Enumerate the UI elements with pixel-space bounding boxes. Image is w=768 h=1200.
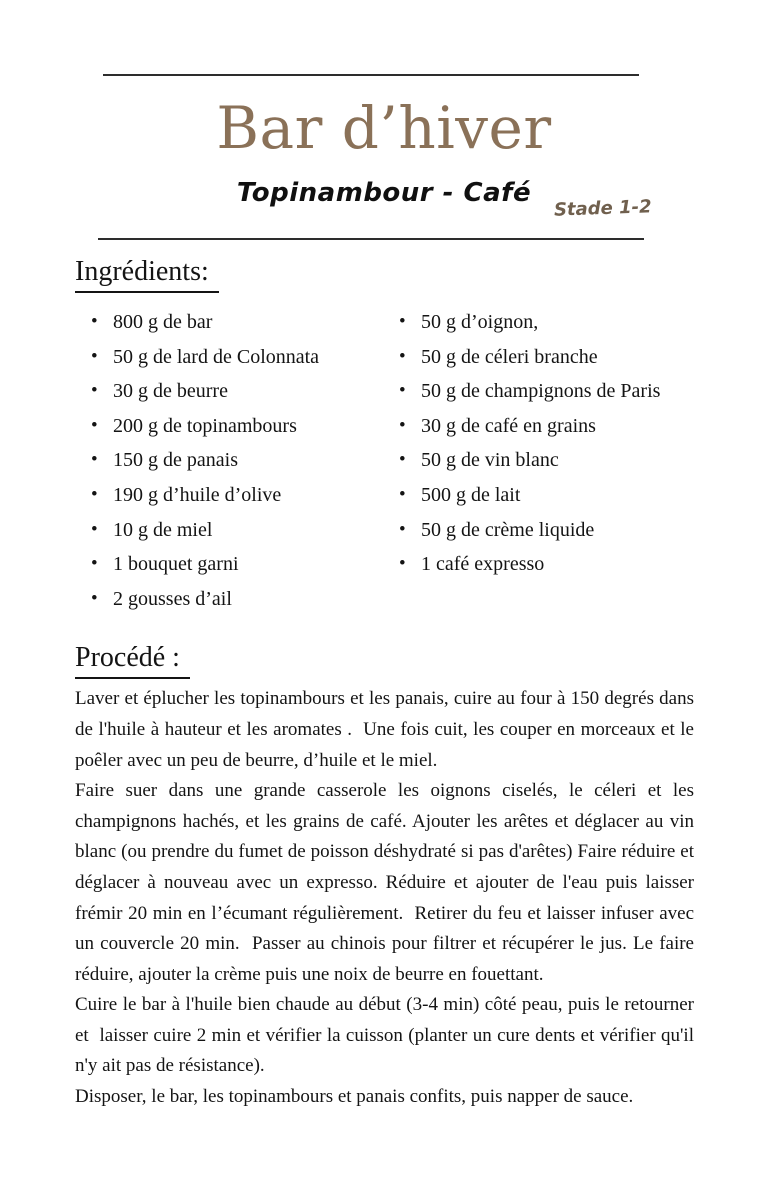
ingredient-item: • 10 g de miel [75,513,383,548]
ingredient-item: • 150 g de panais [75,443,383,478]
ingredients-columns [75,305,694,616]
procedure-paragraph: Faire suer dans une grande casserole les oignons ciselés, le céleri et les champignons hachés, et les grains de café. Ajouter les arêtes et déglacer au vin blanc (ou prendre du fumet de poisson déshydraté si pas d'arêtes) Faire réduire et déglacer à nouveau avec un expresso. Réduire et ajouter de l'eau puis laisser frémir 20 min en l’écumant régulièrement. Retirer du feu et laisser infuser avec un couvercle 20 min. Passer au chinois pour filtrer et récupérer le jus. Le faire réduire, ajouter la crème puis une noix de beurre en fouettant. [75,780,699,985]
ingredient-item: • 1 café expresso [383,547,694,582]
top-divider [103,74,639,76]
ingredient-item: • 50 g de champignons de Paris [383,374,694,409]
page-title: Bar d’hiver [216,94,552,162]
subtitle-row [0,174,768,221]
ingredient-item: • 2 gousses d’ail [75,582,383,617]
ingredient-item: • 50 g de lard de Colonnata [75,340,383,375]
ingredient-item: • 500 g de lait [383,478,694,513]
ingredient-item: • 50 g de vin blanc [383,443,694,478]
procedure-paragraph: Cuire le bar à l'huile bien chaude au début (3-4 min) côté peau, puis le retourner et laisser cuire 2 min et vérifier la cuisson (planter un cure dents et vérifier qu'il n'y ait pas de résistance). [75,994,699,1077]
stage-label: Stade 1-2 [554,196,653,221]
procedure-heading [75,641,694,679]
procedure-paragraph: Disposer, le bar, les topinambours et panais confits, puis napper de sauce. [75,1086,634,1108]
ingredient-item: • 50 g d’oignon, [383,305,694,340]
ingredients-heading-text: Ingrédients: [75,255,219,293]
ingredient-item: • 800 g de bar [75,305,383,340]
procedure-heading-text: Procédé : [75,641,190,679]
ingredient-item: • 190 g d’huile d’olive [75,478,383,513]
procedure-text [75,684,699,1112]
ingredient-item: • 30 g de beurre [75,374,383,409]
ingredient-item: • 30 g de café en grains [383,409,694,444]
ingredients-heading [75,255,694,293]
header-divider [98,238,644,240]
procedure-paragraph: Laver et éplucher les topinambours et les panais, cuire au four à 150 degrés dans de l'huile à hauteur et les aromates . Une fois cuit, les couper en morceaux et le poêler avec un peu de beurre, d’huile et le miel. [75,688,699,771]
procedure-section [0,641,768,1112]
recipe-header [0,74,768,240]
ingredient-item: • 50 g de céleri branche [383,340,694,375]
ingredient-item: • 1 bouquet garni [75,547,383,582]
page-subtitle: Topinambour - Café [236,178,532,208]
ingredients-section [0,255,768,616]
ingredient-item: • 50 g de crème liquide [383,513,694,548]
ingredients-column-left [75,305,383,616]
ingredients-column-right [383,305,694,616]
ingredient-item: • 200 g de topinambours [75,409,383,444]
